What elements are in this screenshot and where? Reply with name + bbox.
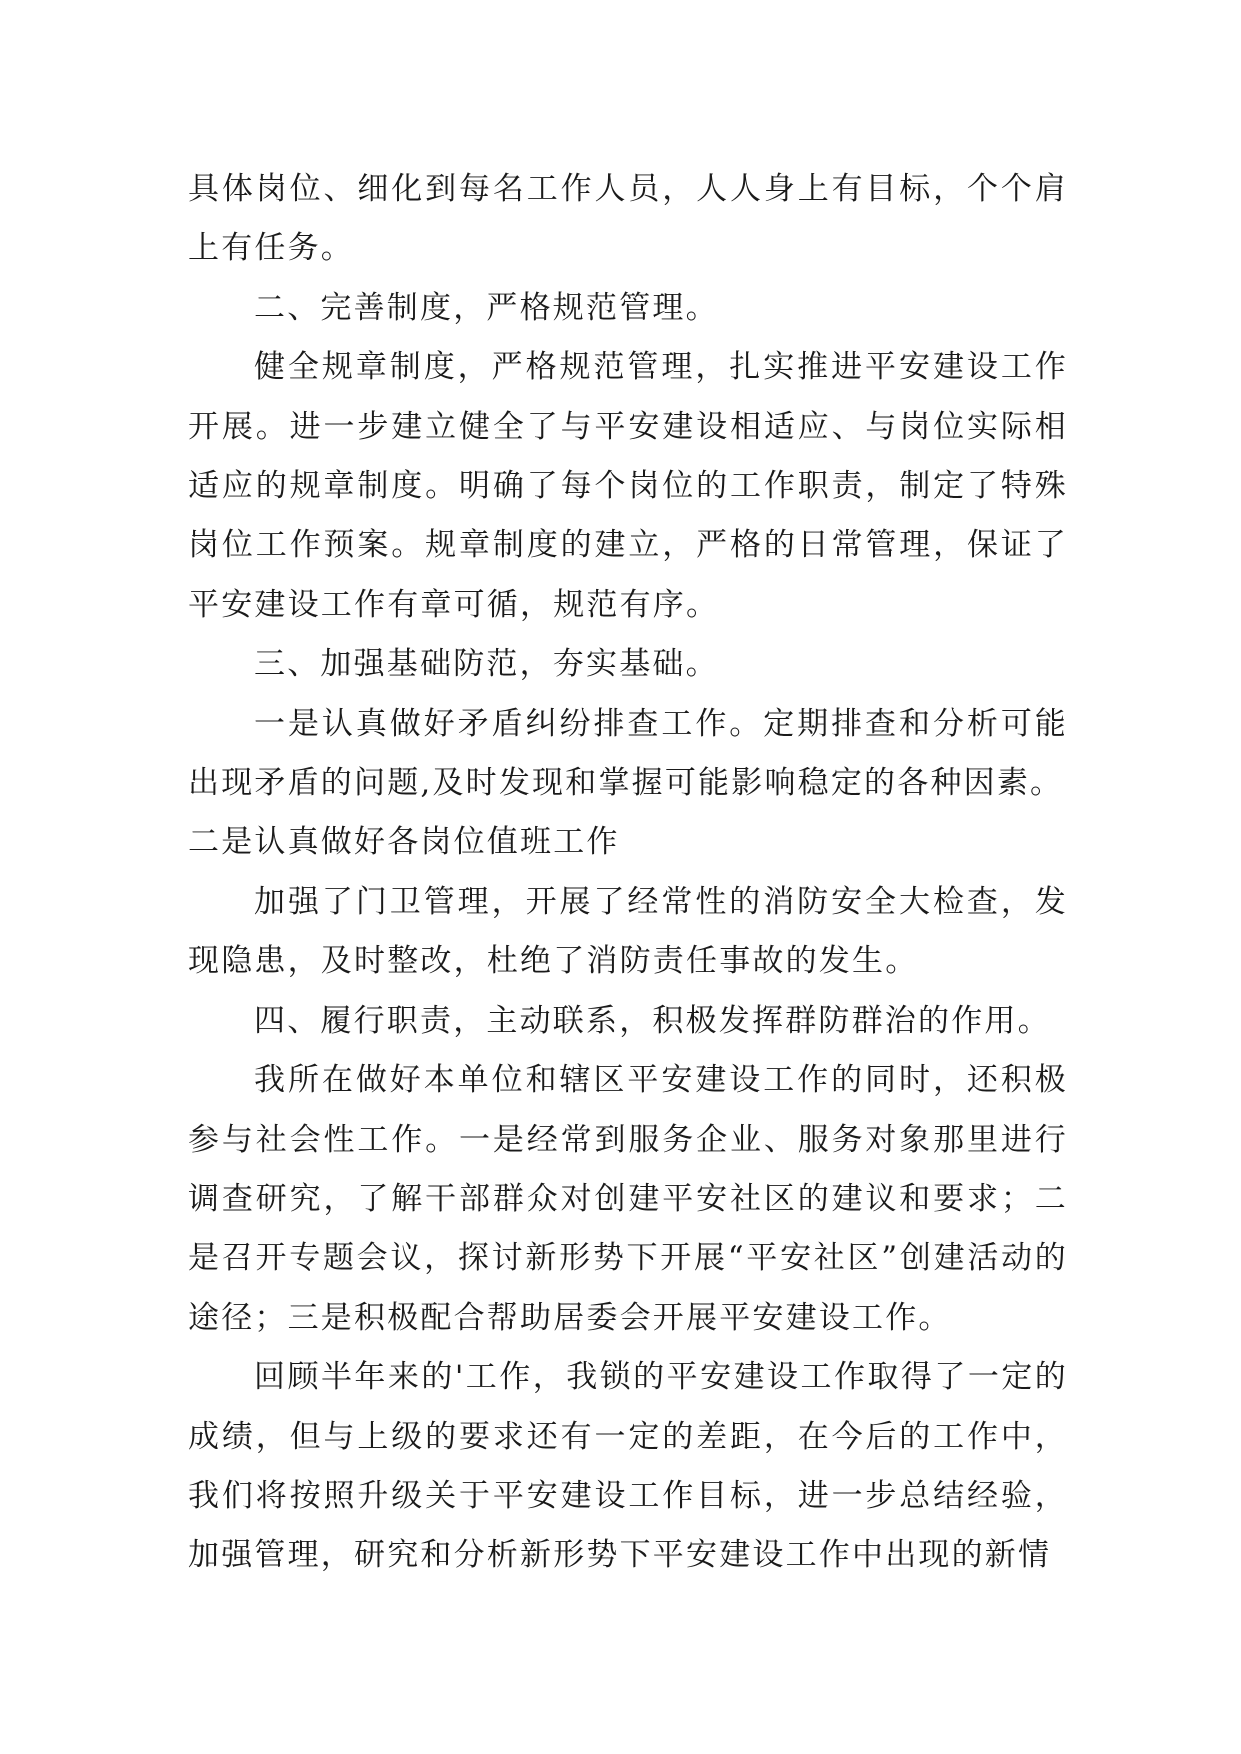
- paragraph-5: 一是认真做好矛盾纠纷排查工作。定期排查和分析可能出现矛盾的问题,及时发现和掌握可能影响稳定的各种因素。: [188, 705, 1068, 802]
- paragraph-3: 健全规章制度，严格规范管理，扎实推进平安建设工作开展。进一步建立健全了与平安建设相适应、与岗位实际相适应的规章制度。明确了每个岗位的工作职责，制定了特殊岗位工作预案。规章制度的建立，严格的日常管理，保证了平安建设工作有章可循，规范有序。: [188, 349, 1068, 623]
- paragraph-1: 具体岗位、细化到每名工作人员，人人身上有目标，个个肩上有任务。: [188, 171, 1068, 267]
- section-heading-4: 四、履行职责，主动联系，积极发挥群防群治的作用。: [254, 1002, 1051, 1039]
- paragraph-10: 回顾半年来的'工作，我锁的平安建设工作取得了一定的成绩，但与上级的要求还有一定的差距，在今后的工作中，我们将按照升级关于平安建设工作目标，进一步总结经验，加强管理，研究和分析新形势下平安建设工作中出现的新情: [188, 1359, 1068, 1574]
- paragraph-7: 加强了门卫管理，开展了经常性的消防安全大检查，发现隐患，及时整改，杜绝了消防责任事故的发生。: [188, 883, 1068, 980]
- document-body: [188, 160, 1068, 1586]
- paragraph-9: 我所在做好本单位和辖区平安建设工作的同时，还积极参与社会性工作。一是经常到服务企业、服务对象那里进行调查研究，了解干部群众对创建平安社区的建议和要求；二是召开专题会议，探讨新形势下开展“平安社区”创建活动的途径；三是积极配合帮助居委会开展平安建设工作。: [188, 1062, 1068, 1336]
- section-heading-3: 三、加强基础防范，夯实基础。: [254, 646, 719, 683]
- section-heading-2: 二、完善制度，严格规范管理。: [254, 289, 719, 326]
- paragraph-6: 二是认真做好各岗位值班工作: [188, 824, 620, 861]
